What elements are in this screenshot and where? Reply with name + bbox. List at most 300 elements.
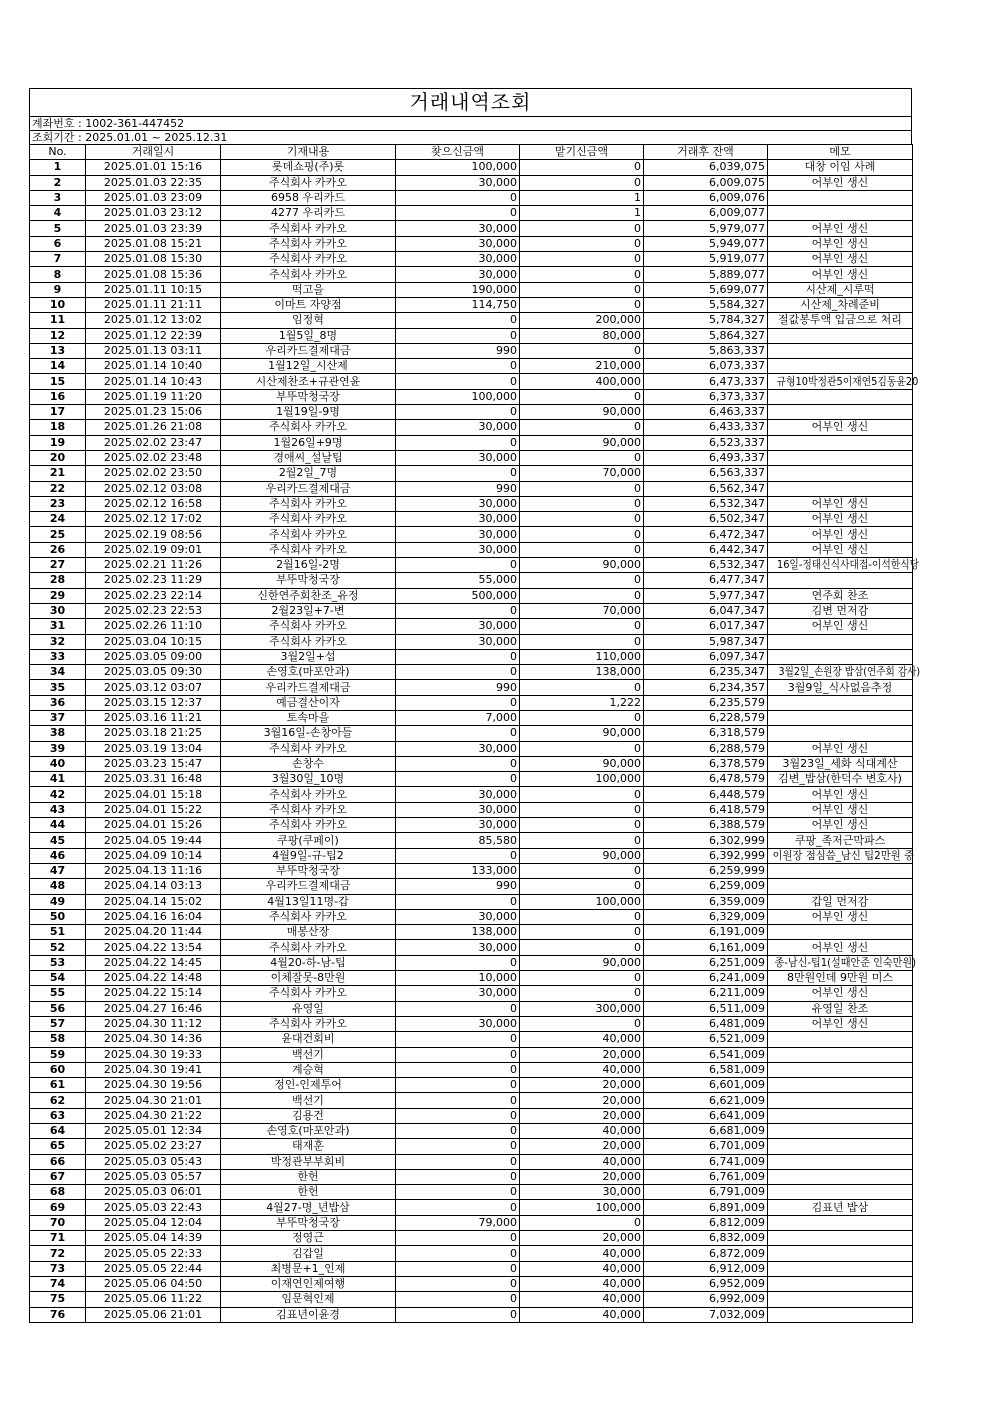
cell-deposit: 0 [520,175,644,190]
cell-no: 17 [30,405,86,420]
cell-description: 박정관부부회비 [221,1154,396,1169]
cell-memo [768,221,913,236]
cell-deposit: 80,000 [520,328,644,343]
cell-datetime: 2025.05.03 06:01 [86,1185,221,1200]
cell-no: 5 [30,221,86,236]
cell-datetime: 2025.04.14 15:02 [86,894,221,909]
memo-text: 어부인 생신 [811,802,869,816]
cell-datetime: 2025.04.20 11:44 [86,925,221,940]
cell-balance: 6,463,337 [644,405,768,420]
cell-balance: 6,442,347 [644,542,768,557]
memo-text: 어부인 생신 [811,236,869,250]
table-row [30,1124,913,1139]
cell-description: 주식회사 카카오 [221,787,396,802]
cell-deposit: 0 [520,909,644,924]
cell-deposit: 0 [520,619,644,634]
cell-datetime: 2025.02.02 23:47 [86,435,221,450]
cell-memo [768,879,913,894]
table-row [30,236,913,251]
cell-no: 46 [30,848,86,863]
table-row [30,282,913,297]
cell-no: 40 [30,756,86,771]
cell-no: 49 [30,894,86,909]
cell-description: 백선기 [221,1047,396,1062]
cell-withdrawal: 0 [396,405,520,420]
cell-no: 71 [30,1231,86,1246]
cell-withdrawal: 0 [396,1200,520,1215]
cell-balance: 5,584,327 [644,297,768,312]
cell-description: 이마트 자양점 [221,297,396,312]
cell-withdrawal: 30,000 [396,420,520,435]
page-title: 거래내역조회 [29,88,912,116]
cell-memo [768,405,913,420]
cell-deposit: 90,000 [520,756,644,771]
cell-balance: 6,532,347 [644,558,768,573]
cell-description: 우리카드결제대금 [221,343,396,358]
table-row [30,450,913,465]
cell-memo [768,1200,913,1215]
cell-withdrawal: 0 [396,1307,520,1322]
cell-balance: 7,032,009 [644,1307,768,1322]
cell-description: 주식회사 카카오 [221,221,396,236]
table-row [30,160,913,175]
cell-memo [768,787,913,802]
cell-withdrawal: 0 [396,313,520,328]
cell-deposit: 200,000 [520,313,644,328]
table-row [30,772,913,787]
cell-balance: 6,161,009 [644,940,768,955]
cell-datetime: 2025.03.18 21:25 [86,726,221,741]
cell-deposit: 0 [520,833,644,848]
cell-memo [768,1261,913,1276]
cell-deposit: 0 [520,925,644,940]
cell-withdrawal: 30,000 [396,252,520,267]
cell-no: 1 [30,160,86,175]
cell-memo [768,374,919,389]
table-row [30,940,913,955]
cell-balance: 6,472,347 [644,527,768,542]
table-row [30,496,913,511]
table-row [30,1154,913,1169]
cell-balance: 6,259,999 [644,863,768,878]
cell-memo [768,252,913,267]
cell-balance: 6,251,009 [644,955,768,970]
table-row [30,252,913,267]
memo-text: 3월23일_세화 식대계산 [782,757,898,771]
cell-deposit: 0 [520,986,644,1001]
table-row [30,1001,913,1016]
cell-withdrawal: 0 [396,1124,520,1139]
cell-datetime: 2025.03.12 03:07 [86,680,221,695]
cell-balance: 6,009,075 [644,175,768,190]
cell-no: 10 [30,297,86,312]
table-row [30,1292,913,1307]
cell-balance: 6,511,009 [644,1001,768,1016]
cell-no: 43 [30,802,86,817]
cell-memo [768,1001,913,1016]
cell-memo [768,389,913,404]
cell-description: 손영호(마포안과) [221,665,396,680]
table-row [30,955,913,970]
cell-memo [768,206,913,221]
cell-deposit: 90,000 [520,955,644,970]
cell-memo [768,1047,913,1062]
table-row [30,1016,913,1031]
cell-balance: 6,073,337 [644,359,768,374]
cell-description: 쿠팡(쿠페이) [221,833,396,848]
cell-datetime: 2025.04.01 15:18 [86,787,221,802]
cell-datetime: 2025.01.03 23:09 [86,190,221,205]
cell-memo [768,481,913,496]
table-row [30,542,913,557]
table-body [30,160,921,1323]
cell-memo [768,573,913,588]
cell-memo [768,665,921,680]
cell-deposit: 0 [520,971,644,986]
cell-deposit: 100,000 [520,772,644,787]
cell-deposit: 0 [520,450,644,465]
cell-withdrawal: 0 [396,1276,520,1291]
cell-description: 4월20-하-남-팁 [221,955,396,970]
cell-withdrawal: 0 [396,649,520,664]
cell-deposit: 0 [520,680,644,695]
cell-memo [768,603,913,618]
cell-no: 58 [30,1032,86,1047]
memo-text: 어부인 생신 [811,619,869,633]
table-row [30,1215,913,1230]
cell-no: 2 [30,175,86,190]
cell-withdrawal: 0 [396,894,520,909]
cell-datetime: 2025.03.31 16:48 [86,772,221,787]
cell-balance: 6,563,337 [644,466,768,481]
cell-memo [768,435,913,450]
cell-balance: 6,581,009 [644,1062,768,1077]
cell-no: 50 [30,909,86,924]
memo-text: 8만원인데 9만원 미스 [787,971,893,985]
cell-description: 주식회사 카카오 [221,802,396,817]
cell-deposit: 0 [520,741,644,756]
cell-withdrawal: 30,000 [396,496,520,511]
cell-memo [768,175,913,190]
cell-description: 1월19일-9명 [221,405,396,420]
cell-datetime: 2025.05.03 05:43 [86,1154,221,1169]
cell-balance: 6,701,009 [644,1139,768,1154]
cell-datetime: 2025.02.02 23:48 [86,450,221,465]
cell-balance: 6,047,347 [644,603,768,618]
cell-description: 4월9일-규-팁2 [221,848,396,863]
cell-withdrawal: 990 [396,680,520,695]
cell-deposit: 0 [520,496,644,511]
memo-text: 어부인 생신 [811,986,869,1000]
cell-deposit: 20,000 [520,1093,644,1108]
cell-balance: 5,919,077 [644,252,768,267]
memo-text: 규형10박정관5이재연5김동윤20 [776,374,919,388]
cell-memo [768,466,913,481]
cell-datetime: 2025.04.09 10:14 [86,848,221,863]
cell-description: 이체잘못-8만원 [221,971,396,986]
memo-text: 어부인 생신 [811,741,869,755]
cell-balance: 6,891,009 [644,1200,768,1215]
cell-datetime: 2025.04.30 21:01 [86,1093,221,1108]
cell-balance: 6,521,009 [644,1032,768,1047]
cell-withdrawal: 0 [396,1062,520,1077]
cell-description: 김갑일 [221,1246,396,1261]
cell-deposit: 0 [520,573,644,588]
cell-description: 주식회사 카카오 [221,619,396,634]
cell-balance: 6,009,076 [644,190,768,205]
cell-datetime: 2025.03.23 15:47 [86,756,221,771]
cell-memo [768,1078,913,1093]
cell-withdrawal: 30,000 [396,940,520,955]
cell-deposit: 40,000 [520,1032,644,1047]
table-row [30,1231,913,1246]
memo-text: 16일-정태신식사대접-이석한식당 [777,558,920,572]
cell-datetime: 2025.04.22 15:14 [86,986,221,1001]
col-header-withdrawal: 찾으신금액 [396,145,520,160]
memo-text: 시산제_시루떡 [805,282,875,296]
cell-memo [768,1307,913,1322]
cell-description: 정인-인제투어 [221,1078,396,1093]
cell-deposit: 90,000 [520,848,644,863]
cell-withdrawal: 990 [396,481,520,496]
cell-deposit: 0 [520,282,644,297]
cell-memo [768,818,913,833]
cell-balance: 6,681,009 [644,1124,768,1139]
cell-description: 경애씨_설날팁 [221,450,396,465]
col-header-description: 기재내용 [221,145,396,160]
cell-deposit: 0 [520,343,644,358]
cell-no: 56 [30,1001,86,1016]
cell-datetime: 2025.02.21 11:26 [86,558,221,573]
cell-balance: 6,418,579 [644,802,768,817]
cell-datetime: 2025.05.05 22:44 [86,1261,221,1276]
cell-balance: 5,784,327 [644,313,768,328]
cell-datetime: 2025.05.03 22:43 [86,1200,221,1215]
memo-text: 어부인 생신 [811,909,869,923]
cell-description: 주식회사 카카오 [221,252,396,267]
cell-memo [768,1276,913,1291]
cell-balance: 6,502,347 [644,512,768,527]
cell-description: 주식회사 카카오 [221,741,396,756]
table-row [30,680,913,695]
cell-no: 23 [30,496,86,511]
table-row [30,802,913,817]
cell-memo [768,909,913,924]
cell-datetime: 2025.02.23 22:14 [86,588,221,603]
cell-withdrawal: 0 [396,1246,520,1261]
cell-datetime: 2025.03.16 11:21 [86,710,221,725]
cell-withdrawal: 133,000 [396,863,520,878]
cell-balance: 6,235,347 [644,665,768,680]
cell-no: 52 [30,940,86,955]
cell-no: 30 [30,603,86,618]
cell-no: 45 [30,833,86,848]
cell-deposit: 0 [520,512,644,527]
cell-memo [768,1246,913,1261]
cell-withdrawal: 0 [396,955,520,970]
cell-balance: 6,378,579 [644,756,768,771]
cell-deposit: 70,000 [520,466,644,481]
cell-description: 최병문+1_인제 [221,1261,396,1276]
cell-no: 41 [30,772,86,787]
cell-no: 25 [30,527,86,542]
cell-balance: 5,699,077 [644,282,768,297]
table-row [30,313,913,328]
cell-memo [768,190,913,205]
cell-balance: 6,235,579 [644,695,768,710]
table-row [30,588,913,603]
table-row [30,297,913,312]
cell-no: 31 [30,619,86,634]
memo-text: 쿠팡_족저근막파스 [794,833,886,847]
cell-withdrawal: 0 [396,1185,520,1200]
cell-memo [768,359,913,374]
cell-no: 33 [30,649,86,664]
cell-datetime: 2025.03.04 10:15 [86,634,221,649]
cell-withdrawal: 0 [396,206,520,221]
cell-datetime: 2025.01.08 15:21 [86,236,221,251]
cell-deposit: 40,000 [520,1276,644,1291]
cell-no: 42 [30,787,86,802]
cell-no: 36 [30,695,86,710]
cell-memo [768,236,913,251]
cell-description: 한헌 [221,1185,396,1200]
cell-datetime: 2025.01.14 10:40 [86,359,221,374]
cell-balance: 6,448,579 [644,787,768,802]
cell-no: 76 [30,1307,86,1322]
cell-balance: 6,477,347 [644,573,768,588]
table-header-row [30,145,913,160]
cell-no: 57 [30,1016,86,1031]
cell-no: 53 [30,955,86,970]
table-row [30,1047,913,1062]
cell-balance: 6,912,009 [644,1261,768,1276]
table-row [30,833,913,848]
cell-balance: 6,388,579 [644,818,768,833]
cell-datetime: 2025.04.30 19:33 [86,1047,221,1062]
cell-description: 4월13일11명-갑 [221,894,396,909]
table-row [30,756,913,771]
cell-balance: 6,392,999 [644,848,768,863]
cell-deposit: 110,000 [520,649,644,664]
cell-deposit: 0 [520,481,644,496]
table-row [30,527,913,542]
col-header-no: No. [30,145,86,160]
cell-datetime: 2025.04.05 19:44 [86,833,221,848]
cell-description: 우리카드결제대금 [221,680,396,695]
cell-deposit: 0 [520,1016,644,1031]
cell-no: 26 [30,542,86,557]
cell-datetime: 2025.05.03 05:57 [86,1169,221,1184]
cell-withdrawal: 0 [396,1139,520,1154]
cell-no: 6 [30,236,86,251]
cell-deposit: 40,000 [520,1307,644,1322]
cell-no: 4 [30,206,86,221]
cell-memo [768,527,913,542]
memo-text: 어부인 생신 [811,1017,869,1031]
cell-balance: 5,979,077 [644,221,768,236]
cell-no: 32 [30,634,86,649]
cell-memo [768,955,917,970]
cell-description: 부뚜막청국장 [221,863,396,878]
cell-balance: 6,791,009 [644,1185,768,1200]
cell-description: 신한연주회찬조_유정 [221,588,396,603]
cell-deposit: 0 [520,527,644,542]
cell-datetime: 2025.04.22 14:48 [86,971,221,986]
cell-withdrawal: 0 [396,1231,520,1246]
table-row [30,466,913,481]
cell-withdrawal: 114,750 [396,297,520,312]
cell-deposit: 0 [520,1215,644,1230]
cell-deposit: 0 [520,389,644,404]
cell-datetime: 2025.02.23 11:29 [86,573,221,588]
cell-deposit: 40,000 [520,1062,644,1077]
cell-description: 주식회사 카카오 [221,512,396,527]
cell-memo [768,1292,913,1307]
cell-no: 13 [30,343,86,358]
cell-deposit: 20,000 [520,1231,644,1246]
cell-deposit: 0 [520,267,644,282]
cell-no: 28 [30,573,86,588]
cell-no: 11 [30,313,86,328]
table-row [30,741,913,756]
cell-no: 15 [30,374,86,389]
cell-no: 7 [30,252,86,267]
cell-deposit: 400,000 [520,374,644,389]
cell-deposit: 100,000 [520,1200,644,1215]
cell-no: 8 [30,267,86,282]
cell-description: 3월2일+섭 [221,649,396,664]
cell-no: 64 [30,1124,86,1139]
cell-memo [768,726,913,741]
cell-memo [768,833,913,848]
cell-withdrawal: 30,000 [396,450,520,465]
cell-deposit: 0 [520,542,644,557]
cell-balance: 6,241,009 [644,971,768,986]
cell-datetime: 2025.05.04 14:39 [86,1231,221,1246]
cell-deposit: 0 [520,634,644,649]
cell-no: 73 [30,1261,86,1276]
memo-text: 어부인 생신 [811,496,869,510]
cell-balance: 6,473,337 [644,374,768,389]
table-row [30,710,913,725]
cell-no: 67 [30,1169,86,1184]
table-row [30,818,913,833]
cell-no: 16 [30,389,86,404]
cell-withdrawal: 30,000 [396,818,520,833]
cell-memo [768,971,913,986]
table-row [30,190,913,205]
cell-deposit: 0 [520,710,644,725]
cell-description: 3월16일-손창아들 [221,726,396,741]
cell-datetime: 2025.05.02 23:27 [86,1139,221,1154]
cell-datetime: 2025.04.01 15:22 [86,802,221,817]
cell-withdrawal: 0 [396,558,520,573]
memo-text: 시산제_차례준비 [800,298,880,312]
cell-withdrawal: 79,000 [396,1215,520,1230]
cell-memo [768,802,913,817]
cell-balance: 6,532,347 [644,496,768,511]
cell-withdrawal: 0 [396,772,520,787]
cell-datetime: 2025.01.12 22:39 [86,328,221,343]
table-row [30,1093,913,1108]
table-row [30,1276,913,1291]
statement-sheet [29,88,921,1323]
cell-balance: 6,741,009 [644,1154,768,1169]
memo-text: 어부인 생신 [811,512,869,526]
cell-withdrawal: 0 [396,695,520,710]
cell-datetime: 2025.03.15 12:37 [86,695,221,710]
